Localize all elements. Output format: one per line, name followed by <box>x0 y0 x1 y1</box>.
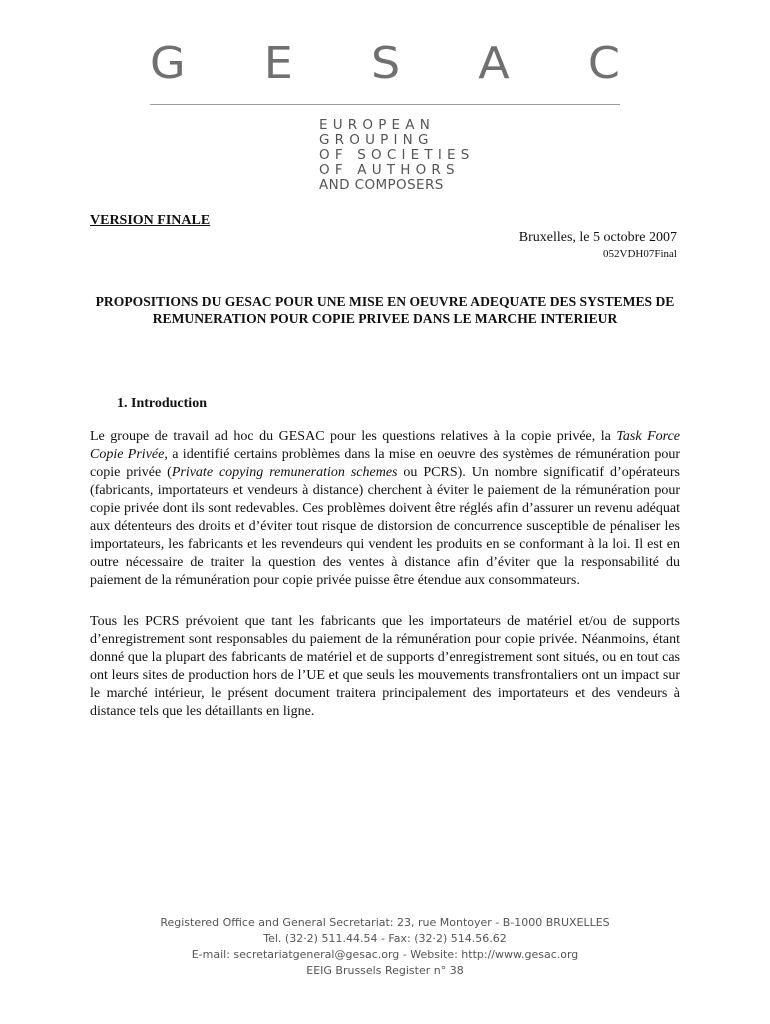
document-title: PROPOSITIONS DU GESAC POUR UNE MISE EN OEUVRE ADEQUATE DES SYSTEMES DE REMUNERATION POUR COPIE PRIVEE DANS LE MARCHE INTERIEUR <box>95 294 675 326</box>
tagline-line: GROUPING <box>319 132 434 148</box>
paragraph <box>90 428 680 590</box>
footer-address: Registered Office and General Secretariat: 23, rue Montoyer - B-1000 BRUXELLES <box>160 916 610 929</box>
logo-letter: S <box>370 37 401 89</box>
italic-term: Private copying remuneration schemes <box>171 465 398 480</box>
italic-term: Task Force Copie Privée <box>90 429 680 462</box>
section-heading: 1. Introduction <box>117 396 207 411</box>
footer-phone: Tel. (32·2) 511.44.54 - Fax: (32·2) 514.56.62 <box>263 932 507 945</box>
logo-letter: A <box>478 37 510 89</box>
paragraph-text: ou PCRS). Un nombre significatif d’opérateurs (fabricants, importateurs et vendeurs à distance) cherchent à éviter le paiement de la rémunération pour copie privée dont ils sont redevables. Ces problèmes doivent être réglés afin d’assurer un revenu adéquat aux détenteurs des droits et d’éviter tout risque de distorsion de concurrence susceptible de pénaliser les importateurs, les fabricants et les revendeurs qui vendent les produits en se conformant à la loi. Il est en outre nécessaire de traiter la question des ventes à distance afin d’éviter que la responsabilité du paiement de la rémunération pour copie privée puisse être étendue aux consommateurs. <box>90 465 680 588</box>
logo-divider <box>150 104 620 105</box>
tagline-line: AND COMPOSERS <box>319 177 444 193</box>
tagline-line: OF AUTHORS <box>319 162 460 178</box>
paragraph: Tous les PCRS prévoient que tant les fabricants que les importateurs de matériel et/ou de supports d’enregistrement sont responsables du paiement de la rémunération pour copie privée. Néanmoins, étant donné que la plupart des fabricants de matériel et de supports d’enregistrement sont situés, ou en tout cas ont leurs sites de production hors de l’UE et que seuls les mouvements transfrontaliers ont un impact sur le marché intérieur, le présent document traitera principalement des importateurs et des vendeurs à distance tels que les détaillants en ligne. <box>90 614 680 719</box>
letterhead-footer <box>120 915 650 979</box>
tagline-line: OF SOCIETIES <box>319 147 475 163</box>
logo-letter: G <box>150 37 186 89</box>
logo-tagline <box>319 118 479 193</box>
logo-letter: E <box>263 37 293 89</box>
paragraph-text: , a identifié certains problèmes dans la mise en oeuvre des systèmes de rémunération pour copie privée ( <box>90 447 680 480</box>
tagline-line: EUROPEAN <box>319 117 436 133</box>
version-label: VERSION FINALE <box>90 213 211 228</box>
gesac-logo <box>150 37 620 89</box>
footer-contact: E-mail: secretariatgeneral@gesac.org - Website: http://www.gesac.org <box>191 948 579 961</box>
paragraph-text: Le groupe de travail ad hoc du GESAC pour les questions relatives à la copie privée, la <box>90 429 617 444</box>
document-reference: 052VDH07Final <box>603 248 677 260</box>
footer-register: EEIG Brussels Register n° 38 <box>306 964 464 977</box>
logo-letter: C <box>587 37 620 89</box>
date-line: Bruxelles, le 5 octobre 2007 <box>518 230 677 245</box>
